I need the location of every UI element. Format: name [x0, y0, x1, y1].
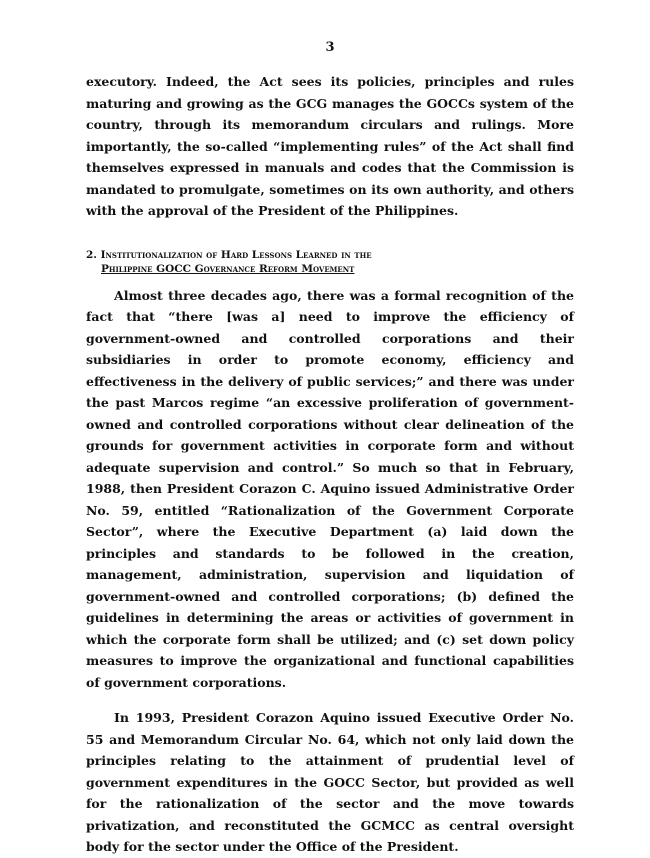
section-heading-line2: Philippine GOCC Governance Reform Movement [101, 262, 355, 275]
section-heading-line1: 2. Institutionalization of Hard Lessons Learned in the [86, 248, 372, 261]
page-number: 3 [325, 40, 335, 55]
section-heading [86, 248, 574, 276]
paragraph-1993: In 1993, President Corazon Aquino issued Executive Order No. 55 and Memorandum Circular No. 64, which not only laid down the principles relating to the attainment of prudential level of government expenditures in the GOCC Sector, but provided as well for the rationalization of the sector and the move towards privatization, and reconstituted the GCMCC as central oversight body for the sector under the Office of the President. [86, 710, 574, 854]
paragraph-executory: executory. Indeed, the Act sees its policies, principles and rules maturing and growing as the GCG manages the GOCCs system of the country, through its memorandum circulars and rulings. More importantly, the so-called “implementing rules” of the Act shall find themselves expressed in manuals and codes that the Commission is mandated to promulgate, sometimes on its own authority, and others with the approval of the President of the Philippines. [86, 74, 574, 218]
paragraph-spacer [86, 693, 574, 707]
paragraph-three-decades: Almost three decades ago, there was a formal recognition of the fact that “there [was a] need to improve the efficiency of government-owned and controlled corporations and their subsidiaries in order to promote economy, efficiency and effectiveness in the delivery of public services;” and there was under the past Marcos regime “an excessive proliferation of government-owned and controlled corporations without clear delineation of the grounds for government activities in corporate form and without adequate supervision and control.” So much so that in February, 1988, then President Corazon C. Aquino issued Administrative Order No. 59, entitled “Rationalization of the Government Corporate Sector”, where the Executive Department (a) laid down the principles and standards to be followed in the creation, management, administration, supervision and liquidation of government-owned and controlled corporations; (b) defined the guidelines in determining the areas or activities of government in which the corporate form shall be utilized; and (c) set down policy measures to improve the organizational and functional capabilities of government corporations. [86, 287, 574, 690]
